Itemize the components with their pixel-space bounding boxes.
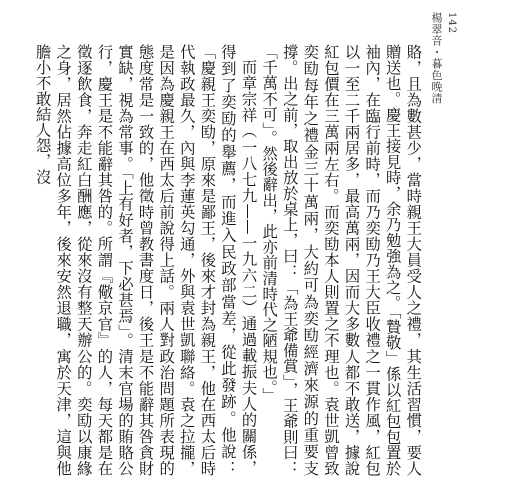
main-text-block (32, 44, 422, 476)
paragraph-1: 賂，且為數甚少，當時親王大員受人之禮，其生活習慣，要人贈送也。慶王接見時，余乃勉強為之。「贄敬」係以紅包包置於袖內，在臨行前時，而乃奕劻乃王大臣收禮之一貫作風，紅包以一至二千兩居多，最高萬兩，因而大多數人都不敢送，據說紅包價在三萬兩左右。而奕劻本人則置之不理也。袁世凱曾致奕劻每年之禮金三十萬兩，大約可為奕劻經濟來源的重要支撐。出之前，取出放於桌上，曰：「為王爺備賞」，王爺則曰：「千萬不可」。然後辭出，此亦前清時代之陋規也。」 (260, 44, 422, 476)
page-number: 142 (446, 12, 457, 35)
running-header: 楊翠音・暮色晚清 (430, 12, 443, 104)
vertical-text-columns (32, 44, 422, 476)
paragraph-2: 而章宗祥（一八七九——一九六二）通過載振夫人的關係，得到了奕劻的舉薦，而進入民政部當差，從此發跡。他說：「慶親王奕劻，原來是鄙王，後來才封為親王，他在西太后時代執政最久，內與李蓮英勾通，外與袁世凱聯絡。袁之拉攏，是因為慶親王在西太后前說得上話。兩人對政治問題所表現的態度常是一致的，他徵時曾教書度日，後王是不能辭其咎貪財實缺，視為常事。「上有好者，下必甚焉」。清末官場的賄賂公行，慶王是不能辭其咎的。所謂『儆京官』的人，每天都是在徵逐飲食，奔走紅白酬應，從來沒有整天辦公的。奕劻以康緣之身，居然佔據高位多年，後來安然退職，寓於天津，這與他膽小不敢結人怨，沒 (33, 44, 258, 476)
